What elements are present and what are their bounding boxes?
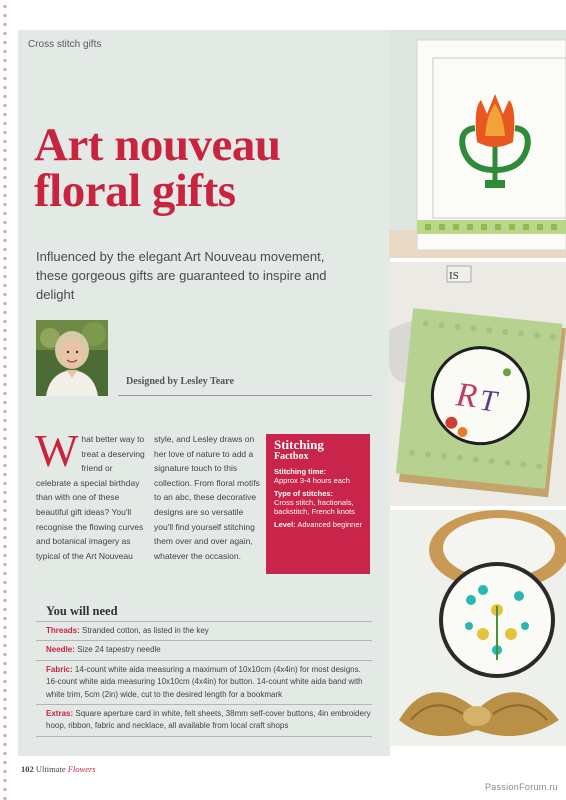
stitching-factbox	[266, 434, 370, 574]
intro-text: Influenced by the elegant Art Nouveau movement, these gorgeous gifts are guaranteed to inspire and delight	[36, 249, 327, 302]
divider	[118, 395, 372, 396]
charm-text: IS	[449, 270, 459, 282]
designer-portrait	[36, 320, 108, 396]
need-text: Square aperture card in white, felt sheets, 38mm self-cover buttons, 4in embroidery hoop, ribbon, fabric and necklace, all available from local craft shops	[46, 709, 371, 731]
publication-name: Ultimate	[35, 764, 66, 774]
watermark: PassionForum.ru	[484, 782, 558, 792]
craft-photos	[389, 30, 566, 746]
need-label: Extras:	[46, 709, 74, 719]
stitching-time-value: Approx 3-4 hours each	[274, 476, 350, 485]
need-label: Fabric:	[46, 664, 73, 674]
section-label: Cross stitch gifts	[28, 39, 102, 50]
level-row	[274, 520, 362, 529]
svg-text:R: R	[454, 376, 479, 416]
title-line-2: floral gifts	[34, 165, 236, 217]
body-column-2: style, and Lesley draws on her love of nature to add a signature touch to this collection. From floral motifs to an abc, these decorative designs are so versatile you'll find yourself stitching them over and over again, whatever the occasion.	[154, 434, 260, 561]
stitch-type-value: Cross stitch, fractionals, backstitch, French knots	[274, 498, 355, 516]
need-item-fabric	[36, 660, 372, 704]
need-text: Stranded cotton, as listed in the key	[82, 626, 209, 635]
svg-text:T: T	[478, 383, 499, 419]
page-title	[34, 119, 374, 217]
title-line-1: Art nouveau	[34, 119, 281, 171]
level-label: Level:	[274, 520, 296, 529]
divider	[36, 736, 372, 737]
you-will-need-box	[36, 604, 372, 737]
designer-credit: Designed by Lesley Teare	[126, 376, 234, 387]
need-text: Size 24 tapestry needle	[77, 645, 161, 655]
page-number: 102	[21, 764, 34, 774]
need-item-extras	[36, 704, 372, 736]
need-label: Threads:	[46, 626, 80, 635]
factbox-heading: Stitching	[274, 437, 324, 452]
need-item-threads	[36, 621, 372, 640]
need-label: Needle:	[46, 645, 75, 655]
page-footer	[21, 764, 96, 774]
body-text-1: hat better way to treat a deserving friend or celebrate a special birthday than with one of these beautiful gift ideas? You'll recognise the flowing curves and botanical imagery as typical of the Art Nouveau	[36, 434, 145, 561]
publication-highlight: Flowers	[67, 764, 96, 774]
stitching-time-label: Stitching time:	[274, 467, 327, 476]
stitch-type-label: Type of stitches:	[274, 489, 334, 498]
need-item-needle	[36, 640, 372, 659]
photo-column	[389, 30, 566, 746]
need-text: 14-count white aida measuring a maximum of 10x10cm (4x4in) for most designs. 16-count white aida measuring 10x10cm (4x4in) for button. 14-count white aida band with white trim, 5cm (2in) wide, cut to the desired length for a bookmark	[46, 664, 363, 699]
level-value: Advanced beginner	[297, 520, 362, 529]
you-will-need-heading: You will need	[46, 604, 118, 618]
drop-cap: W	[35, 425, 79, 476]
body-column-1	[35, 425, 146, 563]
factbox-subheading: Factbox	[274, 451, 309, 462]
dotted-border	[0, 0, 10, 800]
